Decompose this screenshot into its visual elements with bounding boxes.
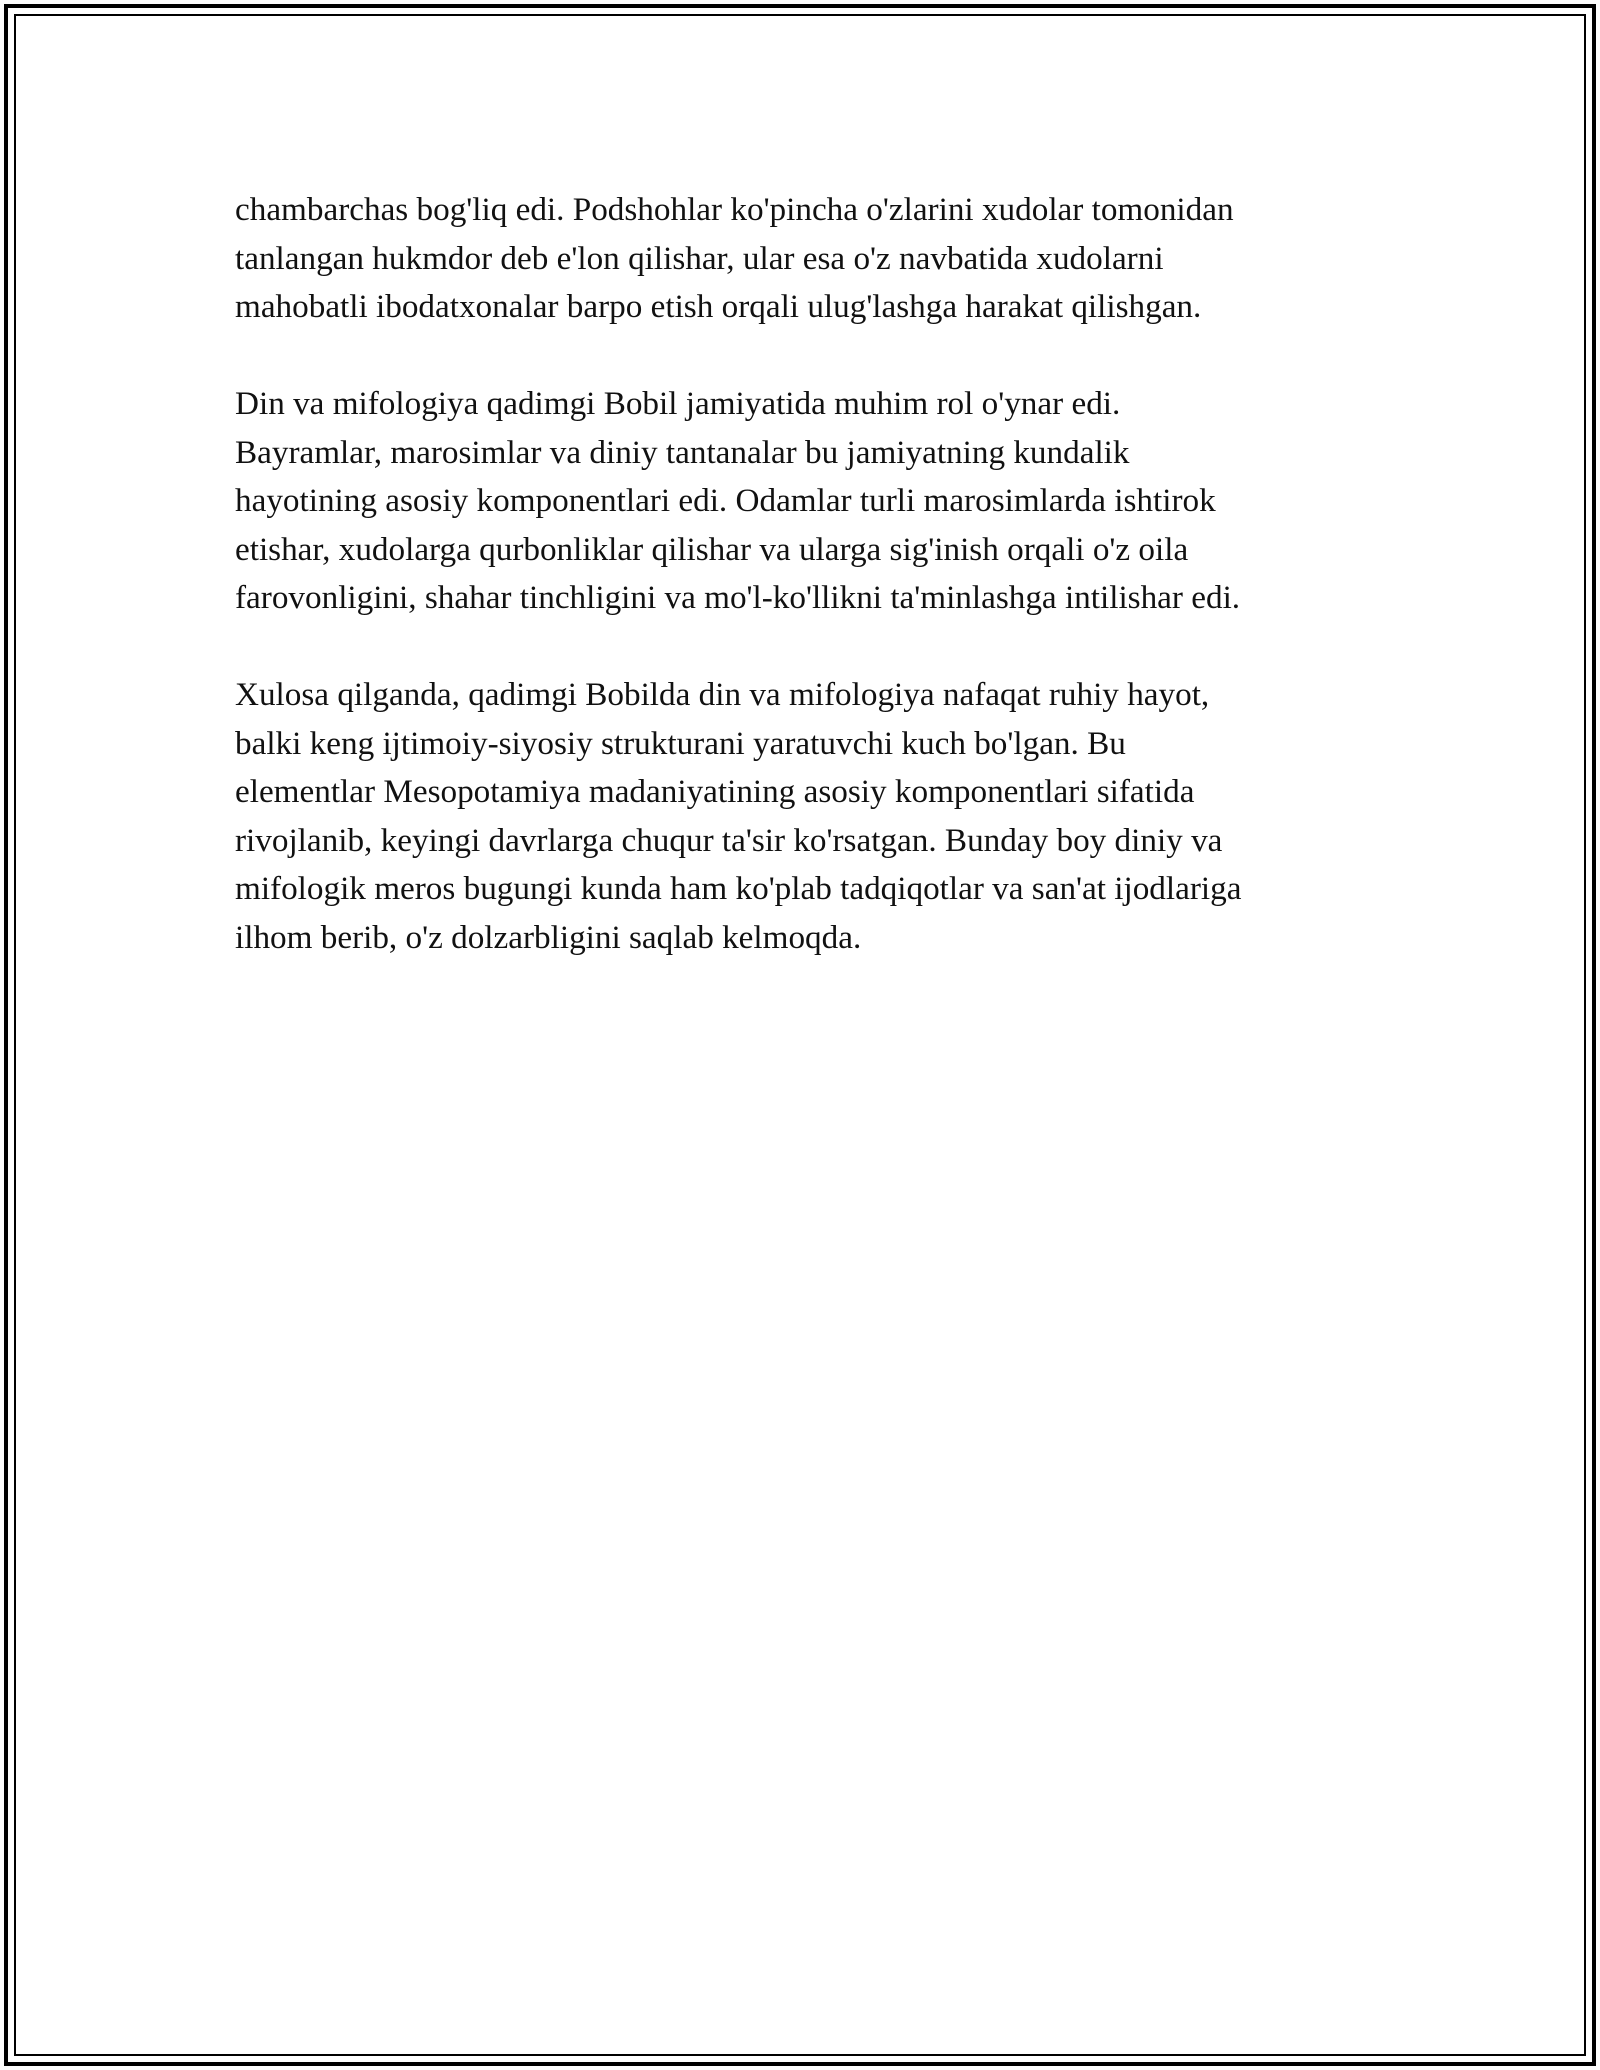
text-line: chambarchas bog'liq edi. Podshohlar ko'pincha o'zlarini xudolar tomonidan <box>235 191 1234 228</box>
text-line: Din va mifologiya qadimgi Bobil jamiyatida muhim rol o'ynar edi. <box>235 385 1121 422</box>
text-line: Bayramlar, marosimlar va diniy tantanalar bu jamiyatning kundalik <box>235 433 1130 471</box>
text-line: ilhom berib, o'z dolzarbligini saqlab kelmoqda. <box>235 918 862 956</box>
text-line: balki keng ijtimoiy-siyosiy strukturani yaratuvchi kuch bo'lgan. Bu <box>235 724 1126 762</box>
text-line: mahobatli ibodatxonalar barpo etish orqali ulug'lashga harakat qilishgan. <box>235 288 1202 325</box>
text-line: Xulosa qilganda, qadimgi Bobilda din va mifologiya nafaqat ruhiy hayot, <box>235 676 1210 713</box>
text-line: tanlangan hukmdor deb e'lon qilishar, ular esa o'z navbatida xudolarni <box>235 239 1164 277</box>
text-line: mifologik meros bugungi kunda ham ko'plab tadqiqotlar va san'at ijodlariga <box>235 870 1242 907</box>
paragraph-3 <box>235 671 1355 962</box>
text-line: etishar, xudolarga qurbonliklar qilishar va ularga sig'inish orqali o'z oila <box>235 530 1189 568</box>
paragraph-2 <box>235 380 1355 623</box>
paragraph-1 <box>235 186 1355 332</box>
document-body <box>235 186 1355 1011</box>
text-line: elementlar Mesopotamiya madaniyatining asosiy komponentlari sifatida <box>235 773 1195 810</box>
text-line: rivojlanib, keyingi davrlarga chuqur ta'sir ko'rsatgan. Bunday boy diniy va <box>235 821 1223 859</box>
text-line: hayotining asosiy komponentlari edi. Odamlar turli marosimlarda ishtirok <box>235 482 1216 519</box>
text-line: farovonligini, shahar tinchligini va mo'l-ko'llikni ta'minlashga intilishar edi. <box>235 579 1241 616</box>
